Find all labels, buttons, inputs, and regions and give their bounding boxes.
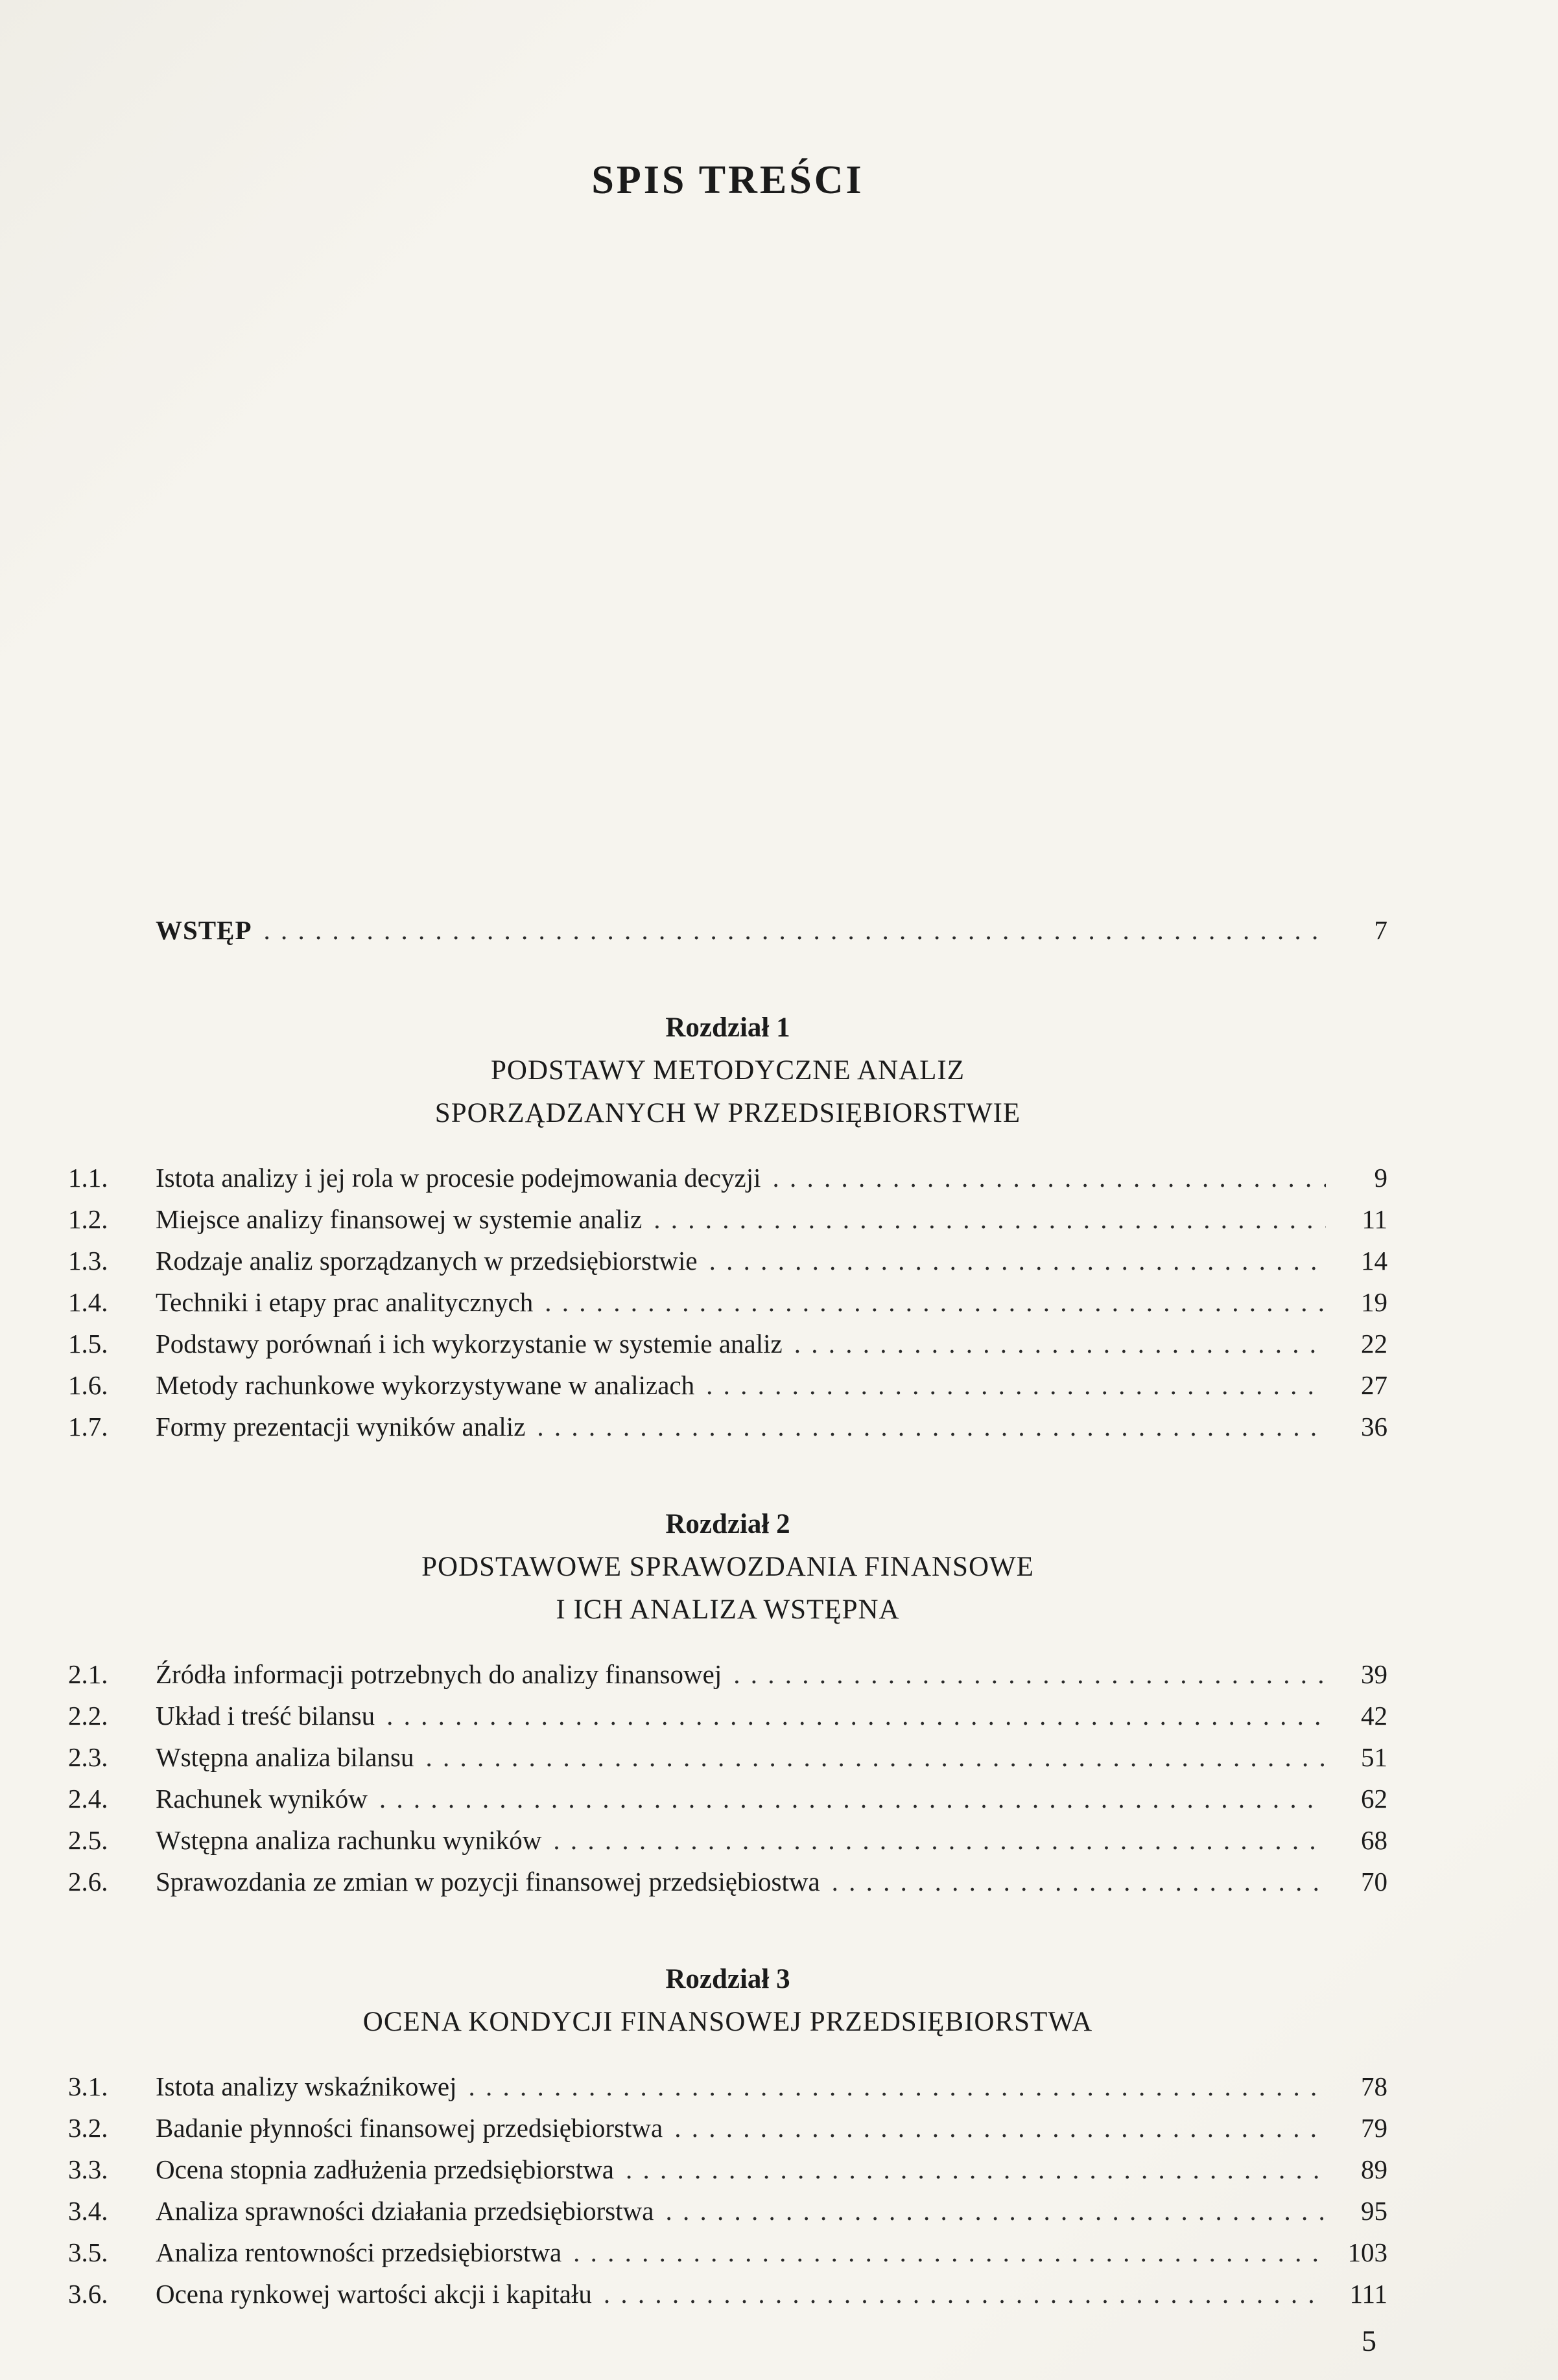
entry-page: 68 (1361, 1825, 1387, 1855)
dot-leader (820, 1861, 1326, 1902)
entry-label: Techniki i etapy prac analitycznych (156, 1287, 534, 1317)
entry-number: 3.6. (68, 2279, 108, 2309)
toc-entry-wstep (68, 909, 1387, 951)
entry-label: WSTĘP (156, 915, 252, 945)
entry-number: 2.4. (68, 1784, 108, 1814)
dot-leader (414, 1736, 1326, 1778)
dot-leader (761, 1157, 1326, 1198)
toc-entry (68, 2190, 1387, 2232)
entry-number: 1.3. (68, 1246, 108, 1276)
entry-number: 2.3. (68, 1742, 108, 1772)
dot-leader (663, 2107, 1326, 2149)
dot-leader (694, 1364, 1326, 1406)
entry-label: Analiza sprawności działania przedsiębiorstwa (156, 2196, 654, 2226)
entry-page: 79 (1361, 2113, 1387, 2143)
dot-leader (457, 2066, 1326, 2107)
chapter-entries (68, 2066, 1387, 2315)
entry-number: 3.5. (68, 2237, 108, 2267)
page-number: 5 (1362, 2324, 1376, 2357)
toc-entry (68, 2232, 1387, 2273)
entry-page: 7 (1374, 915, 1387, 945)
entry-label: Formy prezentacji wyników analiz (156, 1412, 526, 1441)
chapter-2 (68, 1503, 1387, 1902)
chapter-3 (68, 1958, 1387, 2315)
entry-label: Układ i treść bilansu (156, 1701, 375, 1731)
entry-number: 1.2. (68, 1204, 108, 1234)
toc-entry (68, 1778, 1387, 1819)
page-title: SPIS TREŚCI (591, 158, 864, 202)
chapter-title-line: PODSTAWY METODYCZNE ANALIZ (491, 1055, 965, 1086)
dot-leader (722, 1653, 1326, 1695)
entry-page: 11 (1362, 1204, 1387, 1234)
entry-page: 14 (1361, 1246, 1387, 1276)
toc-entry (68, 1157, 1387, 1198)
chapter-entries (68, 1157, 1387, 1447)
entry-number: 3.3. (68, 2154, 108, 2184)
entry-label: Analiza rentowności przedsiębiorstwa (156, 2237, 562, 2267)
entry-number: 1.7. (68, 1412, 108, 1441)
toc-entry (68, 1240, 1387, 1281)
toc-entry (68, 2273, 1387, 2315)
dot-leader (561, 2232, 1326, 2273)
entry-number: 1.5. (68, 1329, 108, 1359)
dot-leader (533, 1281, 1326, 1323)
entry-label: Ocena stopnia zadłużenia przedsiębiorstwa (156, 2154, 614, 2184)
entry-label: Miejsce analizy finansowej w systemie analiz (156, 1204, 643, 1234)
dot-leader (525, 1406, 1326, 1447)
toc-entry (68, 2107, 1387, 2149)
toc-entry (68, 1736, 1387, 1778)
entry-page: 103 (1347, 2237, 1387, 2267)
toc-entry (68, 1653, 1387, 1695)
toc-entry (68, 2149, 1387, 2190)
toc-entry (68, 1364, 1387, 1406)
entry-number: 3.4. (68, 2196, 108, 2226)
toc-entry (68, 1198, 1387, 1240)
entry-page: 42 (1361, 1701, 1387, 1731)
dot-leader (783, 1323, 1326, 1364)
entry-number: 2.2. (68, 1701, 108, 1731)
entry-number: 1.6. (68, 1370, 108, 1400)
entry-label: Rachunek wyników (156, 1784, 368, 1814)
entry-page: 19 (1361, 1287, 1387, 1317)
entry-page: 51 (1361, 1742, 1387, 1772)
entry-label: Sprawozdania ze zmian w pozycji finansowej przedsiębiostwa (156, 1867, 820, 1896)
entry-number: 2.1. (68, 1659, 108, 1689)
entry-number: 1.1. (68, 1163, 108, 1193)
chapter-1 (68, 1007, 1387, 1447)
chapter-heading: Rozdział 1 (665, 1012, 790, 1043)
entry-page: 89 (1361, 2154, 1387, 2184)
entry-label: Badanie płynności finansowej przedsiębiorstwa (156, 2113, 663, 2143)
entry-label: Źródła informacji potrzebnych do analizy finansowej (156, 1659, 722, 1689)
entry-label: Ocena rynkowej wartości akcji i kapitału (156, 2279, 592, 2309)
entry-page: 39 (1361, 1659, 1387, 1689)
dot-leader (541, 1819, 1326, 1861)
entry-label: Metody rachunkowe wykorzystywane w analizach (156, 1370, 695, 1400)
toc-entry (68, 1281, 1387, 1323)
toc-entry (68, 2066, 1387, 2107)
chapter-title-line: OCENA KONDYCJI FINANSOWEJ PRZEDSIĘBIORSTWA (362, 2007, 1093, 2037)
entry-page: 70 (1361, 1867, 1387, 1896)
dot-leader (375, 1695, 1326, 1736)
dot-leader (252, 909, 1326, 951)
toc-entry (68, 1406, 1387, 1447)
entry-label: Istota analizy i jej rola w procesie podejmowania decyzji (156, 1163, 761, 1193)
entry-page: 78 (1361, 2071, 1387, 2101)
entry-page: 22 (1361, 1329, 1387, 1359)
toc-entry (68, 1695, 1387, 1736)
entry-page: 62 (1361, 1784, 1387, 1814)
entry-label: Podstawy porównań i ich wykorzystanie w systemie analiz (156, 1329, 783, 1359)
dot-leader (614, 2149, 1326, 2190)
entry-page: 36 (1361, 1412, 1387, 1441)
table-of-contents (68, 909, 1387, 2315)
entry-label: Wstępna analiza bilansu (156, 1742, 414, 1772)
entry-number: 1.4. (68, 1287, 108, 1317)
entry-page: 111 (1349, 2279, 1387, 2309)
dot-leader (642, 1198, 1326, 1240)
chapter-title-line: I ICH ANALIZA WSTĘPNA (556, 1594, 900, 1625)
toc-entry (68, 1819, 1387, 1861)
entry-page: 95 (1361, 2196, 1387, 2226)
dot-leader (368, 1778, 1326, 1819)
entry-number: 2.5. (68, 1825, 108, 1855)
dot-leader (592, 2273, 1326, 2315)
entry-page: 9 (1374, 1163, 1387, 1193)
entry-label: Istota analizy wskaźnikowej (156, 2071, 457, 2101)
dot-leader (698, 1240, 1326, 1281)
chapter-title-line: SPORZĄDZANYCH W PRZEDSIĘBIORSTWIE (434, 1098, 1021, 1128)
entry-number: 3.2. (68, 2113, 108, 2143)
chapter-heading: Rozdział 2 (665, 1509, 790, 1539)
chapter-heading: Rozdział 3 (665, 1964, 790, 1994)
entry-label: Wstępna analiza rachunku wyników (156, 1825, 542, 1855)
chapter-entries (68, 1653, 1387, 1902)
dot-leader (654, 2190, 1326, 2232)
entry-page: 27 (1361, 1370, 1387, 1400)
chapter-title-line: PODSTAWOWE SPRAWOZDANIA FINANSOWE (421, 1552, 1034, 1582)
entry-number: 2.6. (68, 1867, 108, 1896)
entry-number: 3.1. (68, 2071, 108, 2101)
toc-entry (68, 1323, 1387, 1364)
entry-label: Rodzaje analiz sporządzanych w przedsiębiorstwie (156, 1246, 698, 1276)
toc-entry (68, 1861, 1387, 1902)
